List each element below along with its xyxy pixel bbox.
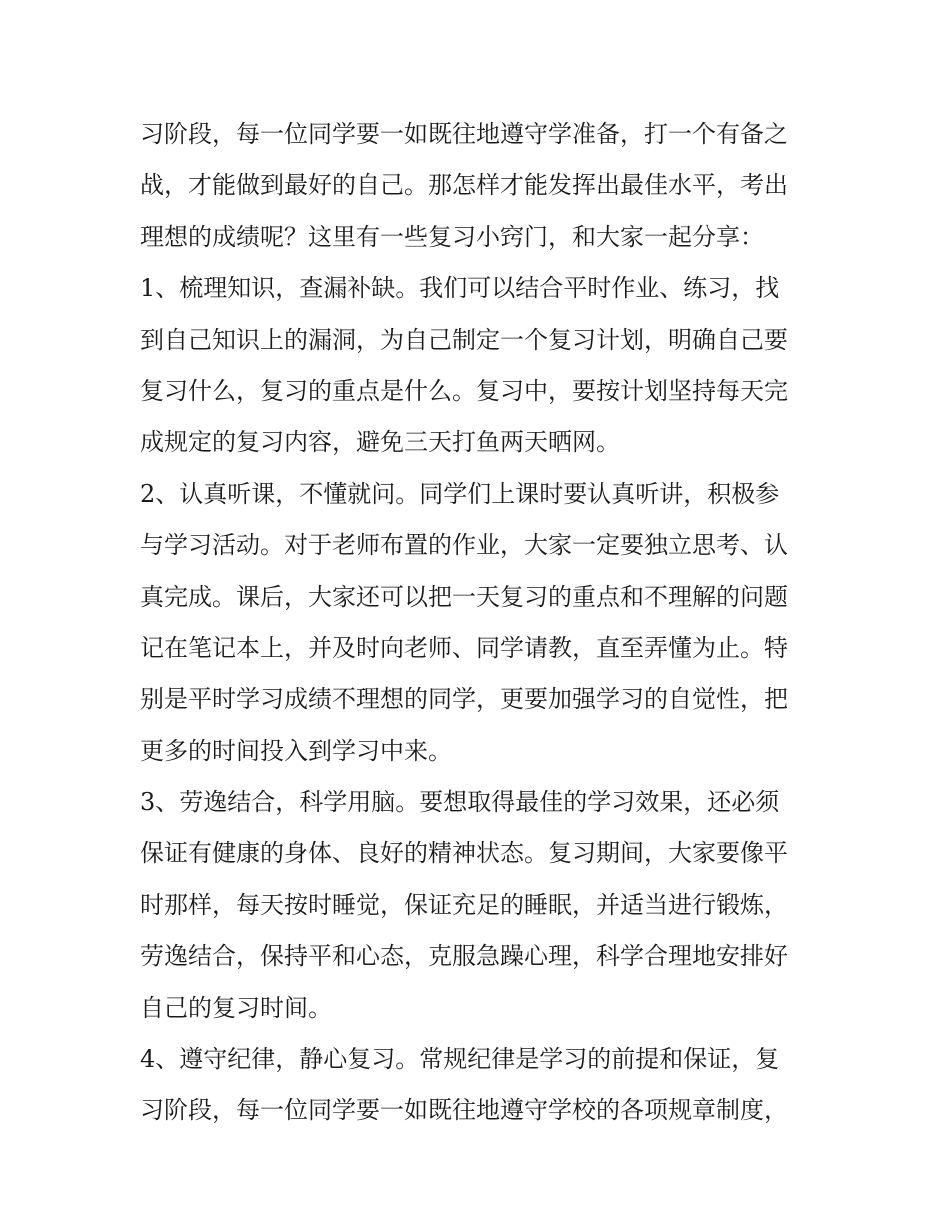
text-line: 与学习活动。对于老师布置的作业，大家一定要独立思考、认 (140, 531, 788, 560)
text-line: 时那样，每天按时睡觉，保证充足的睡眠，并适当进行锻炼， (140, 890, 788, 919)
text-line: 4、遵守纪律，静心复习。常规纪律是学习的前提和保证，复 (140, 1045, 780, 1074)
text-line: 理想的成绩呢？这里有一些复习小窍门，和大家一起分享： (140, 222, 764, 251)
text-line: 更多的时间投入到学习中来。 (140, 736, 452, 765)
text-line: 记在笔记本上，并及时向老师、同学请教，直至弄懂为止。特 (140, 633, 788, 662)
text-line: 习阶段，每一位同学要一如既往地遵守学准备，打一个有备之 (140, 120, 788, 148)
text-line: 自己的复习时间。 (140, 993, 332, 1022)
text-line: 战，才能做到最好的自己。那怎样才能发挥出最佳水平，考出 (140, 171, 788, 200)
text-line: 保证有健康的身体、良好的精神状态。复习期间，大家要像平 (140, 839, 788, 868)
text-line: 2、认真听课，不懂就问。同学们上课时要认真听讲，积极参 (140, 479, 780, 508)
text-line: 1、梳理知识，查漏补缺。我们可以结合平时作业、练习，找 (140, 274, 780, 303)
text-line: 复习什么，复习的重点是什么。复习中，要按计划坚持每天完 (140, 376, 788, 405)
body-text (140, 109, 820, 1137)
text-line: 真完成。课后，大家还可以把一天复习的重点和不理解的问题 (140, 582, 788, 611)
text-line: 成规定的复习内容，避免三天打鱼两天晒网。 (140, 428, 620, 457)
text-line: 别是平时学习成绩不理想的同学，更要加强学习的自觉性，把 (140, 685, 788, 714)
text-line: 习阶段，每一位同学要一如既往地遵守学校的各项规章制度， (140, 1096, 788, 1125)
text-line: 劳逸结合，保持平和心态，克服急躁心理，科学合理地安排好 (140, 942, 788, 971)
text-line: 到自己知识上的漏洞，为自己制定一个复习计划，明确自己要 (140, 325, 788, 354)
text-line: 3、劳逸结合，科学用脑。要想取得最佳的学习效果，还必须 (140, 788, 780, 817)
